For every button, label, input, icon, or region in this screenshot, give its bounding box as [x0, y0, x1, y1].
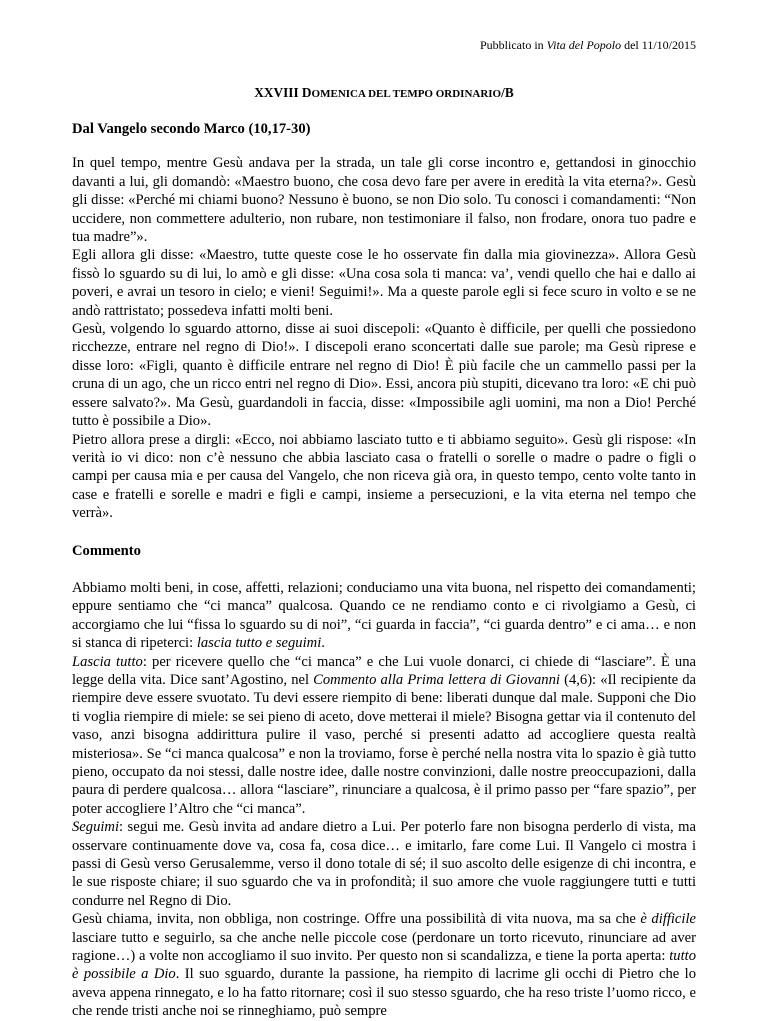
italic-run: tutto è possibile a Dio — [72, 948, 696, 983]
text-run: lasciare tutto e seguirlo, sa che anche nelle piccole cose (perdonare un torto ricevuto, rinunciare ad aver ragione…) a volte non accogliamo il suo invito. Per questo non si scandalizza, e tiene la porta aperta: — [72, 929, 696, 965]
page-title — [0, 85, 768, 102]
text-run: . — [321, 635, 325, 652]
title-part-1: XXVIII D — [254, 85, 312, 100]
italic-run: lascia tutto e seguimi — [196, 635, 322, 652]
gospel-heading: Dal Vangelo secondo Marco (10,17-30) — [72, 121, 311, 137]
commento-paragraph-3 — [72, 818, 696, 910]
gospel-paragraph: Egli allora gli disse: «Maestro, tutte queste cose le ho osservate fin dalla mia giovinezza». Allora Gesù fissò lo sguardo su di lui, lo amò e gli disse: «Una cosa sola ti manca: va’, vendi quello che hai e dallo ai poveri, e avrai un tesoro in cielo; e vieni! Seguimi!». Ma a queste parole egli si fece scuro in volto e se ne andò rattristato; possedeva infatti molti beni. — [72, 247, 696, 319]
gospel-paragraph: Gesù, volgendo lo sguardo attorno, disse ai suoi discepoli: «Quanto è difficile, per quelli che possiedono ricchezze, entrare nel regno di Dio!». I discepoli erano sconcertati dalle sue parole; ma Gesù riprese e disse loro: «Figli, quanto è difficile entrare nel regno di Dio! È più facile che un cammello passi per la cruna di un ago, che un ricco entri nel regno di Dio». Essi, ancora più stupiti, dicevano tra loro: «E chi può essere salvato?». Ma Gesù, guardandoli in faccia, disse: «Impossibile agli uomini, ma non a Dio! Perché tutto è possibile a Dio». — [72, 321, 696, 430]
italic-run: Commento alla Prima lettera di Giovanni — [313, 671, 560, 688]
commento-heading: Commento — [72, 542, 141, 559]
document-body — [72, 120, 696, 1021]
publication-prefix: Pubblicato in — [480, 38, 547, 52]
publication-name: Vita del Popolo — [546, 38, 622, 52]
commento-paragraph-4 — [72, 910, 696, 1020]
title-part-2: OMENICA DEL TEMPO ORDINARIO — [311, 88, 502, 100]
text-run: . Il suo sguardo, durante la passione, ha riempito di lacrime gli occhi di Pietro che lo aveva appena rinnegato, e lo ha fatto ritornare; così il suo stesso sguardo, che ha reso triste l’uomo ricco, e che rende tristi anche noi se rinneghiamo, può sempre — [72, 966, 696, 1020]
gospel-paragraph: Pietro allora prese a dirgli: «Ecco, noi abbiamo lasciato tutto e ti abbiamo seguito». Gesù gli rispose: «In verità io vi dico: non c’è nessuno che abbia lasciato casa o fratelli o sorelle o madre o padre o figli o campi per causa mia e per causa del Vangelo, che non riceva già ora, in questo tempo, cento volte tanto in case e fratelli e sorelle e madri e figli e campi, insieme a persecuzioni, e la vita eterna nel tempo che verrà». — [72, 431, 696, 522]
commento-paragraph-2 — [72, 653, 696, 819]
commento-paragraph-1 — [72, 579, 696, 653]
title-part-3: /B — [501, 85, 514, 100]
italic-run: Seguimi — [72, 819, 120, 836]
text-run: : segui me. Gesù invita ad andare dietro a Lui. Per poterlo fare non bisogna perderlo di vista, ma osservare continuamente dove va, cosa fa, cosa dice… e imitarlo, fare come Lui. Il Vangelo ci mostra i passi di Gesù verso Gerusalemme, verso il dono totale di sé; il suo ascolto delle esigenze di chi incontra, e le sue risposte chiare; il suo sguardo che va in profondità; il suo amore che vuole raggiungere tutti e tutti condurre nel Regno di Dio. — [72, 819, 696, 909]
italic-run: Lascia tutto — [72, 653, 143, 670]
publication-date: del 11/10/2015 — [621, 38, 696, 52]
publication-note — [480, 38, 696, 52]
text-run: Gesù chiama, invita, non obbliga, non costringe. Offre una possibilità di vita nuova, ma sa che — [72, 911, 641, 928]
text-run: (4,6): «Il recipiente da riempire deve essere svuotato. Tu devi essere riempito di bene: liberati dunque dal male. Supponi che Dio ti voglia riempire di miele: se sei pieno di aceto, dove metterai il miele? Bisogna gettar via il contenuto del vaso, anzi bisogna addirittura pulire il vaso, perché si presenti adatto ad accogliere questa realtà misteriosa». Se “ci manca qualcosa” e non la troviamo, forse è perché nella nostra vita lo spazio è già tutto pieno, occupato da noi stessi, dalle nostre idee, dalle nostre convinzioni, dalle nostre preoccupazioni, dalla paura di perdere qualcosa… allora “lasciare”, rinunciare a qualcosa, è il primo passo per “fare spazio”, per poter accogliere l’Altro che “ci manca”. — [72, 671, 696, 817]
gospel-paragraph: In quel tempo, mentre Gesù andava per la strada, un tale gli corse incontro e, gettandosi in ginocchio davanti a lui, gli domandò: «Maestro buono, che cosa devo fare per avere in eredità la vita eterna?». Gesù gli disse: «Perché mi chiami buono? Nessuno è buono, se non Dio solo. Tu conosci i comandamenti: “Non uccidere, non commettere adulterio, non rubare, non testimoniare il falso, non frodare, onora tuo padre e tua madre”». — [72, 155, 696, 246]
text-run: : per ricevere quello che “ci manca” e che Lui vuole donarci, ci chiede di “lasciare”. È una legge della vita. Dice sant’Agostino, nel — [72, 653, 697, 688]
italic-run: è difficile — [640, 911, 696, 928]
text-run: Abbiamo molti beni, in cose, affetti, relazioni; conduciamo una vita buona, nel rispetto dei comandamenti; eppure sentiamo che “ci manca” qualcosa. Quando ce ne rendiamo conto e ci rivolgiamo a Gesù, ci accorgiamo che lui “fissa lo sguardo su di noi”, “ci guarda in faccia”, “ci guarda dentro” e ci ama… e non si stanca di ripeterci: — [72, 579, 696, 652]
